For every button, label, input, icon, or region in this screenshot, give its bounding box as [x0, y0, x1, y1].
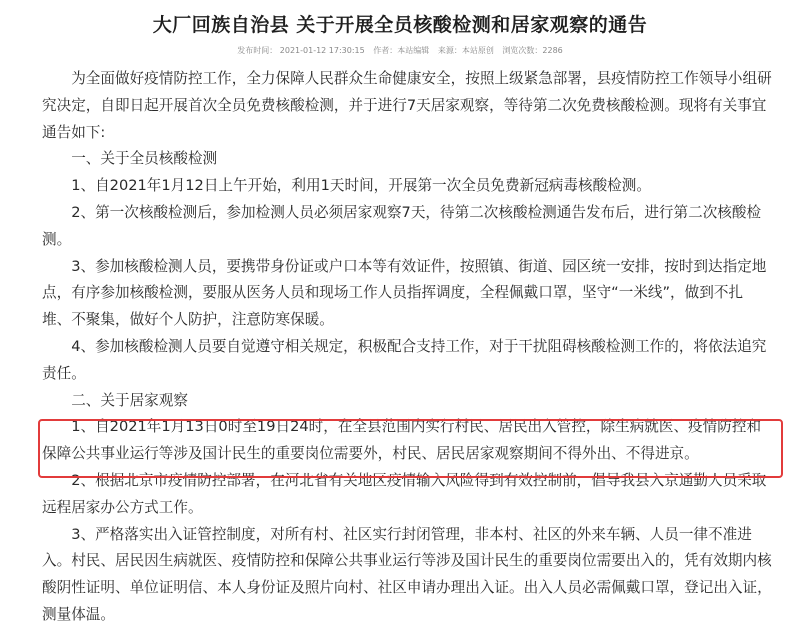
view-count: 浏览次数：2286 — [502, 46, 563, 55]
source: 来源：本站原创 — [437, 46, 494, 55]
testing-item-3: 3、参加核酸检测人员，要携带身份证或户口本等有效证件，按照镇、街道、园区统一安排，按时到达指定地点，有序参加核酸检测，要服从医务人员和现场工作人员指挥调度，全程佩戴口罩，坚守“一米线”，做到不扎堆、不聚集，做好个人防护，注意防寒保暖。 — [42, 257, 767, 329]
intro-paragraph: 为全面做好疫情防控工作，全力保障人民群众生命健康安全，按照上级紧急部署，县疫情防控工作领导小组研究决定，自即日起开展首次全员免费核酸检测，并于进行7天居家观察，等待第二次免费核酸检测。现将有关事宜通告如下: — [42, 70, 772, 141]
publish-time: 发布时间： 2021-01-12 17:30:15 — [237, 46, 365, 55]
author: 作者：本站编辑 — [373, 46, 430, 55]
article-meta — [0, 45, 800, 56]
observation-item-2: 2、根据北京市疫情防控部署，在河北省有关地区疫情输入风险得到有效控制前，倡导我县入京通勤人员采取远程居家办公方式工作。 — [42, 471, 767, 516]
section-heading-home-observation: 二、关于居家观察 — [71, 391, 188, 409]
observation-item-3: 3、严格落实出入证管控制度，对所有村、社区实行封闭管理，非本村、社区的外来车辆、人员一律不准进入。村民、居民因生病就医、疫情防控和保障公共事业运行等涉及国计民生的重要岗位需要出入的，凭有效期内核酸阴性证明、单位证明信、本人身份证及照片向村、社区申请办理出入证。出入人员必需佩戴口罩，登记出入证，测量体温。 — [42, 525, 772, 623]
testing-item-2: 2、第一次核酸检测后，参加检测人员必须居家观察7天，待第二次核酸检测通告发布后，进行第二次核酸检测。 — [42, 203, 762, 248]
article-title: 大厂回族自治县 关于开展全员核酸检测和居家观察的通告 — [152, 14, 648, 36]
testing-item-4: 4、参加核酸检测人员要自觉遵守相关规定，积极配合支持工作，对于干扰阻碍核酸检测工作的，将依法追究责任。 — [42, 337, 767, 382]
observation-item-1: 1、自2021年1月13日0时至19日24时，在全县范围内实行村民、居民出入管控，除生病就医、疫情防控和保障公共事业运行等涉及国计民生的重要岗位需要外，村民、居民居家观察期间不得外出、不得进京。 — [42, 418, 762, 463]
testing-item-1: 1、自2021年1月12日上午开始，利用1天时间，开展第一次全员免费新冠病毒核酸检测。 — [71, 177, 651, 195]
section-heading-testing: 一、关于全员核酸检测 — [71, 150, 218, 168]
article-body — [42, 66, 772, 629]
